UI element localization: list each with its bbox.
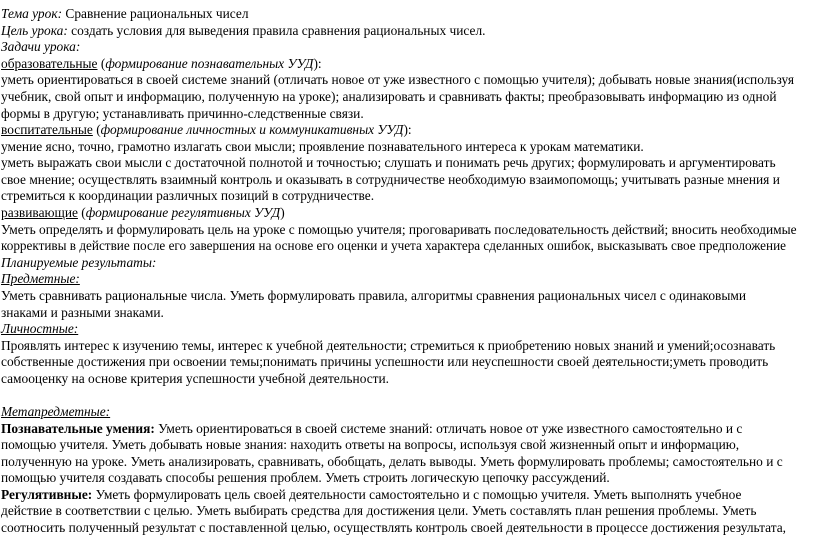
regulatory-line: соотносить полученный результат с поставленной целью, осуществлять контроль своей деятельности в процессе достижения результата,: [1, 520, 787, 535]
regulatory-line: действие в соответствии с целью. Уметь выбирать средства для достижения цели. Уметь составлять план решения проблемы. Уметь: [1, 503, 757, 519]
upbringing-open-paren: (: [92, 122, 101, 138]
educational-close-paren: ):: [313, 55, 322, 71]
cognitive-line: помощью учителя создавать способы решения проблем. Уметь строить логическую цепочку рассуждений.: [1, 470, 610, 486]
developing-heading: [1, 205, 285, 222]
meta-heading: Метапредметные:: [1, 403, 111, 419]
regulatory-label: Регулятивные:: [1, 486, 93, 502]
educational-line: учебник, свой опыт и информацию, полученную на уроке); анализировать и сравнивать факты; преобразовывать информацию из одной: [1, 88, 777, 104]
cognitive-label: Познавательные умения:: [1, 420, 155, 436]
subject-heading: Предметные:: [1, 271, 80, 287]
goal-value: создать условия для выведения правила сравнения рациональных чисел.: [67, 22, 486, 38]
goal-label: Цель урока:: [1, 22, 68, 38]
upbringing-line: свое мнение; осуществлять взаимный контроль и оказывать в сотрудничестве необходимую взаимопомощь; учитывать разные мнения и: [1, 171, 780, 187]
developing-heading-title: развивающие: [1, 205, 78, 220]
educational-heading-title: образовательные: [1, 55, 98, 71]
upbringing-heading-title: воспитательные: [1, 122, 93, 138]
cognitive-line: полученную на уроке. Уметь анализировать, сравнивать, обобщать, делать выводы. Уметь формулировать проблемы; самостоятельно и с: [1, 453, 783, 469]
personal-line: собственные достижения при освоении темы;понимать причины успешности или неуспешности своей деятельности;уметь проводить: [1, 354, 769, 370]
upbringing-line: стремиться к координации различных позиций в сотрудничестве.: [1, 188, 375, 204]
educational-line: уметь ориентироваться в своей системе знаний (отличать новое от уже известного с помощью учителя); добывать новые знания(используя: [1, 72, 795, 88]
developing-line: коррективы в действие после его завершения на основе его оценки и учета характера сделанных ошибок, высказывать свое предположение: [1, 238, 786, 254]
planned-results-heading: Планируемые результаты:: [1, 254, 157, 270]
cognitive-line: помощью учителя. Уметь добывать новые знания: находить ответы на вопросы, используя свой жизненный опыт и информацию,: [1, 437, 740, 453]
topic-line: [1, 6, 249, 23]
educational-line: формы в другую; устанавливать причинно-следственные связи.: [1, 105, 364, 121]
regulatory-line: [1, 487, 741, 504]
educational-heading: [1, 56, 322, 73]
upbringing-line: уметь выражать свои мысли с достаточной полнотой и точностью; слушать и понимать речь других; формулировать и аргументировать: [1, 155, 776, 171]
developing-open-paren: (: [77, 205, 86, 220]
upbringing-heading-note: формирование личностных и коммуникативных УУД: [100, 122, 404, 138]
personal-line: самооценку на основе критерия успешности учебной деятельности.: [1, 370, 390, 386]
developing-heading-note: формирование регулятивных УУД: [85, 205, 281, 220]
goal-line: [1, 23, 486, 40]
topic-value: Сравнение рациональных чисел: [62, 6, 249, 21]
regulatory-text: Уметь формулировать цель своей деятельности самостоятельно и с помощью учителя. Уметь выполнять учебное: [92, 486, 742, 502]
personal-line: Проявлять интерес к изучению темы, интерес к учебной деятельности; стремиться к приобретению новых знаний и умений;осознавать: [1, 337, 776, 353]
educational-open-paren: (: [97, 55, 106, 71]
upbringing-heading: [1, 122, 412, 139]
personal-heading: Личностные:: [1, 321, 79, 336]
developing-line: Уметь определять и формулировать цель на уроке с помощью учителя; проговаривать последовательность действий; вносить необходимые: [1, 221, 797, 237]
cognitive-line: [1, 421, 742, 438]
upbringing-line: умение ясно, точно, грамотно излагать свои мысли; проявление познавательного интереса к урокам математики.: [1, 138, 644, 154]
cognitive-text: Уметь ориентироваться в своей системе знаний: отличать новое от уже известного самостоятельно и с: [154, 420, 743, 436]
upbringing-close-paren: ):: [403, 122, 412, 138]
developing-close-paren: ): [280, 205, 285, 220]
subject-line: Уметь сравнивать рациональные числа. Уметь формулировать правила, алгоритмы сравнения рациональных чисел с одинаковыми: [1, 287, 747, 303]
tasks-label: Задачи урока:: [1, 39, 81, 55]
educational-heading-note: формирование познавательных УУД: [105, 55, 314, 71]
topic-label: Тема урок:: [1, 6, 63, 21]
subject-line: знаками и разными знаками.: [1, 304, 164, 320]
